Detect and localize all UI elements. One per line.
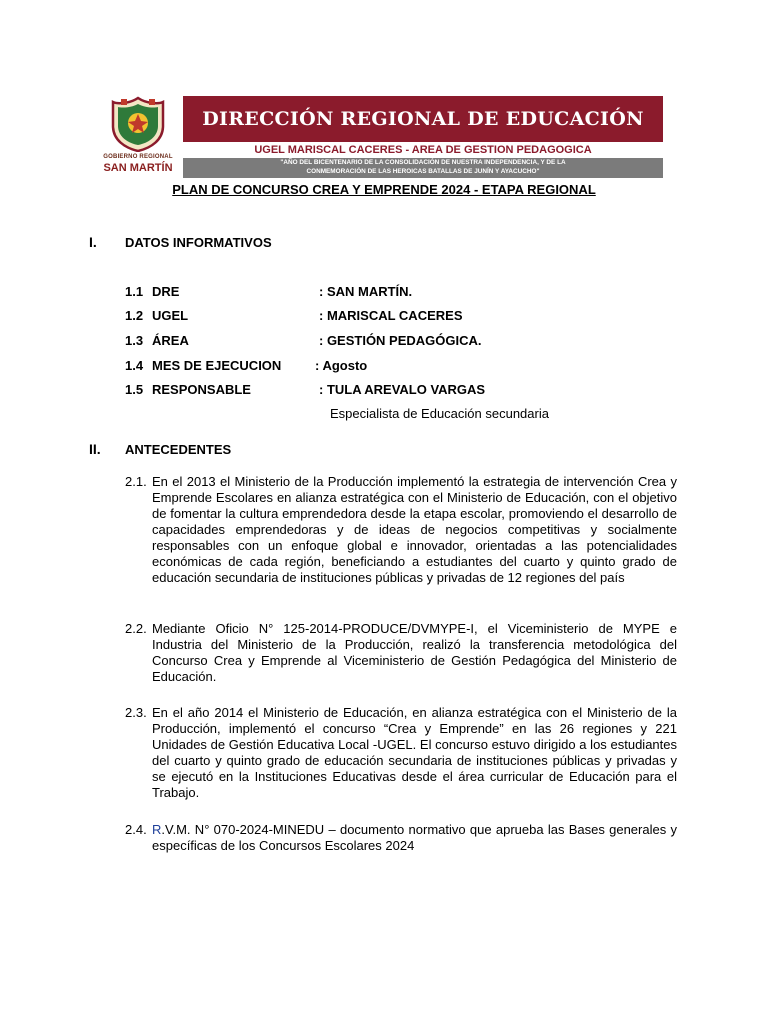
banner-subtitle: UGEL MARISCAL CACERES - AREA DE GESTION PEDAGOGICA [254,144,592,156]
crest-icon [111,96,165,152]
antecedent-item [125,705,677,801]
info-row-number: 1.3 [125,333,144,348]
section2-number: II. [89,441,101,457]
logo-caption-big: SAN MARTÍN [103,162,173,174]
section1-title: DATOS INFORMATIVOS [125,235,272,250]
regional-government-logo [97,92,179,180]
antecedent-item [125,621,677,685]
info-row-label: UGEL [152,308,189,323]
info-row-number: 1.4 [125,358,144,373]
antecedent-item [125,822,677,854]
info-row-number: 1.1 [125,284,144,299]
antecedent-number: 2.2. [125,621,147,636]
banner-motto-line1: "AÑO DEL BICENTENARIO DE LA CONSOLIDACIÓN DE NUESTRA INDEPENDENCIA, Y DE LA [280,159,566,166]
antecedent-text: En el 2013 el Ministerio de la Producción implementó la estrategia de intervención Crea y Emprende Escolares en alianza estratégica con el Ministerio de Educación, con el objetivo de fomentar la cultura emprendedora desde la etapa escolar, promoviendo el desarrollo de capacidades emprendedoras y de ideas de negocios competitivas y socialmente responsables con un enfoque global e innovador, orientadas a las potencialidades económicas de cada región, beneficiando a estudiantes del cuarto y quinto grado de educación secundaria de instituciones públicas y privadas de 12 regiones del país [152,474,677,585]
info-row-number: 1.5 [125,382,144,397]
info-row-value: : MARISCAL CACERES [319,308,463,323]
banner-motto-bar [183,158,663,178]
header-banner [97,92,665,180]
antecedent-number: 2.3. [125,705,147,720]
info-row-value: : TULA AREVALO VARGAS [319,382,486,397]
document-title: PLAN DE CONCURSO CREA Y EMPRENDE 2024 - ETAPA REGIONAL [172,182,596,197]
responsable-role: Especialista de Educación secundaria [330,406,549,421]
antecedent-item [125,474,677,586]
antecedent-text-rest: .V.M. N° 070-2024-MINEDU – documento normativo que aprueba las Bases generales y específicas de los Concursos Escolares 2024 [152,822,677,853]
info-row-label: DRE [152,284,180,299]
antecedent-text-first-letter: R [152,822,162,837]
banner-title-bar [183,96,663,142]
info-row-value: : Agosto [315,358,368,373]
info-row-number: 1.2 [125,308,144,323]
section2-title: ANTECEDENTES [125,442,232,457]
info-row-label: ÁREA [152,333,189,348]
banner-title: DIRECCIÓN REGIONAL DE EDUCACIÓN [202,108,644,130]
section1-number: I. [89,234,97,250]
antecedent-number: 2.4. [125,822,147,837]
logo-caption-small: GOBIERNO REGIONAL [103,154,173,160]
antecedent-text: Mediante Oficio N° 125-2014-PRODUCE/DVMYPE-I, el Viceministerio de MYPE e Industria del Ministerio de la Producción, realizó la transferencia metodológica del Concurso Crea y Emprende al Viceministerio de Gestión Pedagógica del Ministerio de Educación. [152,621,677,684]
antecedent-text: En el año 2014 el Ministerio de Educación, en alianza estratégica con el Ministerio de la Producción, implementó el concurso “Crea y Emprende” en las 26 regiones y 221 Unidades de Gestión Educativa Local -UGEL. El concurso estuvo dirigido a los estudiantes del cuarto y quinto grado de educación secundaria de instituciones públicas y privadas y se ejecutó en la Instituciones Educativas desde el área curricular de Educación para el Trabajo. [152,705,677,800]
antecedent-text [152,822,677,854]
info-row-label: MES DE EJECUCION [152,358,282,373]
info-row-value: : GESTIÓN PEDAGÓGICA. [319,333,482,348]
banner-motto-line2: CONMEMORACIÓN DE LAS HEROICAS BATALLAS DE JUNÍN Y AYACUCHO" [306,167,540,175]
info-row-value: : SAN MARTÍN. [319,284,413,299]
info-row-label: RESPONSABLE [152,382,251,397]
banner-motto [183,159,663,176]
antecedent-number: 2.1. [125,474,147,489]
